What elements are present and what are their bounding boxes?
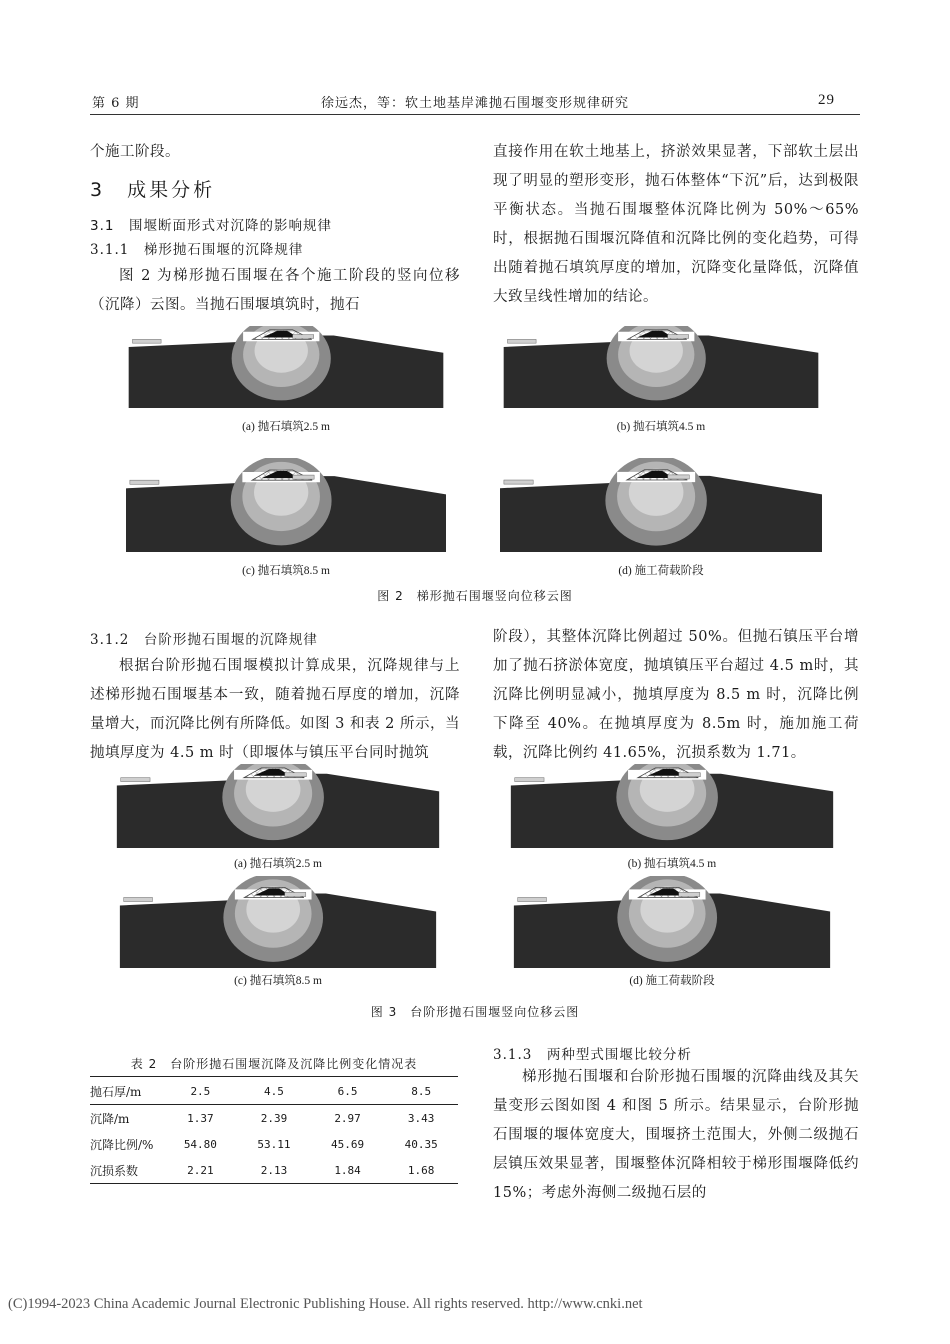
table-row-label: 沉降/m (90, 1111, 130, 1126)
figure3-panel-c (108, 876, 448, 968)
table-cell: 2.21 (187, 1163, 214, 1177)
table-cell: 40.35 (404, 1137, 438, 1151)
table-cell: 2.13 (260, 1163, 288, 1177)
table-cell: 3.43 (407, 1111, 435, 1125)
table-row-label: 沉降比例/% (90, 1137, 154, 1152)
table-cell: 1.84 (334, 1163, 361, 1177)
table-row-label: 抛石厚/m (90, 1084, 142, 1099)
header-rule (90, 114, 860, 115)
paragraph-2: 直接作用在软土地基上，挤淤效果显著，下部软土层出现了明显的塑形变形，抛石体整体“下沉”后，达到极限平衡状态。当抛石围堰整体沉降比例为 50%～65%时，根据抛石围堰沉降值和沉降比例的变化趋势，可得出随着抛石填筑厚度的增加，沉降变化量降低，沉降值大致呈线性增加的结论。 (493, 144, 859, 305)
figure2-panel-d (500, 458, 822, 552)
table-cell: 2.5 (190, 1084, 211, 1098)
figure3-label-b: (b) 抛石填筑4.5 m (627, 858, 717, 870)
table-cell: 45.69 (331, 1137, 365, 1151)
table-cell: 2.97 (334, 1111, 361, 1125)
table-cell: 1.68 (407, 1163, 435, 1177)
figure2-panel-c (126, 458, 446, 552)
continuation-text: 个施工阶段。 (90, 144, 180, 160)
journal-issue: 第 6 期 (92, 96, 140, 111)
page-number: 29 (818, 92, 835, 108)
table2-bottom-rule (90, 1183, 458, 1184)
section-title: 3 成果分析 (90, 179, 216, 201)
table-cell: 54.80 (183, 1137, 217, 1151)
table-cell: 53.11 (257, 1137, 291, 1151)
table-row-label: 沉损系数 (90, 1163, 139, 1178)
subsubsection-title-1: 3.1.1 梯形抛石围堰的沉降规律 (90, 242, 304, 258)
subsubsection-title-2: 3.1.2 台阶形抛石围堰的沉降规律 (90, 632, 318, 648)
copyright-footer: (C)1994-2023 China Academic Journal Electronic Publishing House. All rights reserved. http://www.cnki.net (8, 1296, 643, 1312)
figure2-panel-a (126, 326, 446, 408)
table-cell: 1.37 (187, 1111, 214, 1125)
table-cell: 4.5 (264, 1084, 284, 1098)
table-row (90, 1131, 458, 1157)
figure2-caption: 图 2 梯形抛石围堰竖向位移云图 (377, 589, 573, 603)
figure3-panel-a (108, 764, 448, 848)
paragraph-4: 阶段），其整体沉降比例超过 50%。但抛石镇压平台增加了抛石挤淤体宽度，抛填镇压平台超过 4.5 m时，其沉降比例明显减小，抛填厚度为 8.5 m 时，沉降比例下降至 40%。在抛填厚度为 8.5m 时，施加施工荷载，沉降比例约 41.65%，沉损系数为 1.71。 (493, 629, 859, 761)
figure3-label-a: (a) 抛石填筑2.5 m (234, 858, 322, 870)
table-row (90, 1078, 458, 1105)
paragraph-5: 梯形抛石围堰和台阶形抛石围堰的沉降曲线及其矢量变形云图如图 4 和图 5 所示。结果显示，台阶形抛石围堰的堰体宽度大，围堰挤土范围大，外侧二级抛石层镇压效果显著，围堰整体沉降相较于梯形围堰降低约 15%；考虑外海侧二级抛石层的 (493, 1069, 859, 1201)
subsubsection-title-3: 3.1.3 两种型式围堰比较分析 (493, 1047, 692, 1063)
figure3-caption: 图 3 台阶形抛石围堰竖向位移云图 (370, 1005, 580, 1019)
figure2-label-a: (a) 抛石填筑2.5 m (242, 421, 330, 433)
table2-title: 表 2 台阶形抛石围堰沉降及沉降比例变化情况表 (130, 1057, 418, 1071)
figure3-label-c: (c) 抛石填筑8.5 m (234, 975, 322, 987)
running-title: 徐远杰，等：软土地基岸滩抛石围堰变形规律研究 (320, 96, 629, 111)
table-cell: 8.5 (411, 1084, 432, 1098)
table-cell: 2.39 (260, 1111, 288, 1125)
table2 (90, 1078, 458, 1183)
figure2-label-b: (b) 抛石填筑4.5 m (616, 421, 706, 433)
paragraph-3: 根据台阶形抛石围堰模拟计算成果，沉降规律与上述梯形抛石围堰基本一致，随着抛石厚度的增加，沉降量增大，而沉降比例有所降低。如图 3 和表 2 所示，当抛填厚度为 4.5 m 时（即堰体与镇压平台同时抛筑 (90, 658, 460, 761)
table-cell: 6.5 (337, 1084, 358, 1098)
figure2-panel-b (500, 326, 822, 408)
table-row (90, 1157, 458, 1183)
figure2-label-c: (c) 抛石填筑8.5 m (242, 565, 330, 577)
figure3-label-d: (d) 施工荷载阶段 (629, 975, 715, 987)
figure2-label-d: (d) 施工荷载阶段 (618, 565, 704, 577)
table-row (90, 1105, 458, 1132)
figure3-panel-b (502, 764, 842, 848)
paragraph-1: 图 2 为梯形抛石围堰在各个施工阶段的竖向位移（沉降）云图。当抛石围堰填筑时，抛石 (90, 268, 460, 313)
table2-top-rule (90, 1076, 458, 1077)
subsection-title: 3.1 围堰断面形式对沉降的影响规律 (90, 218, 332, 234)
figure3-panel-d (502, 876, 842, 968)
